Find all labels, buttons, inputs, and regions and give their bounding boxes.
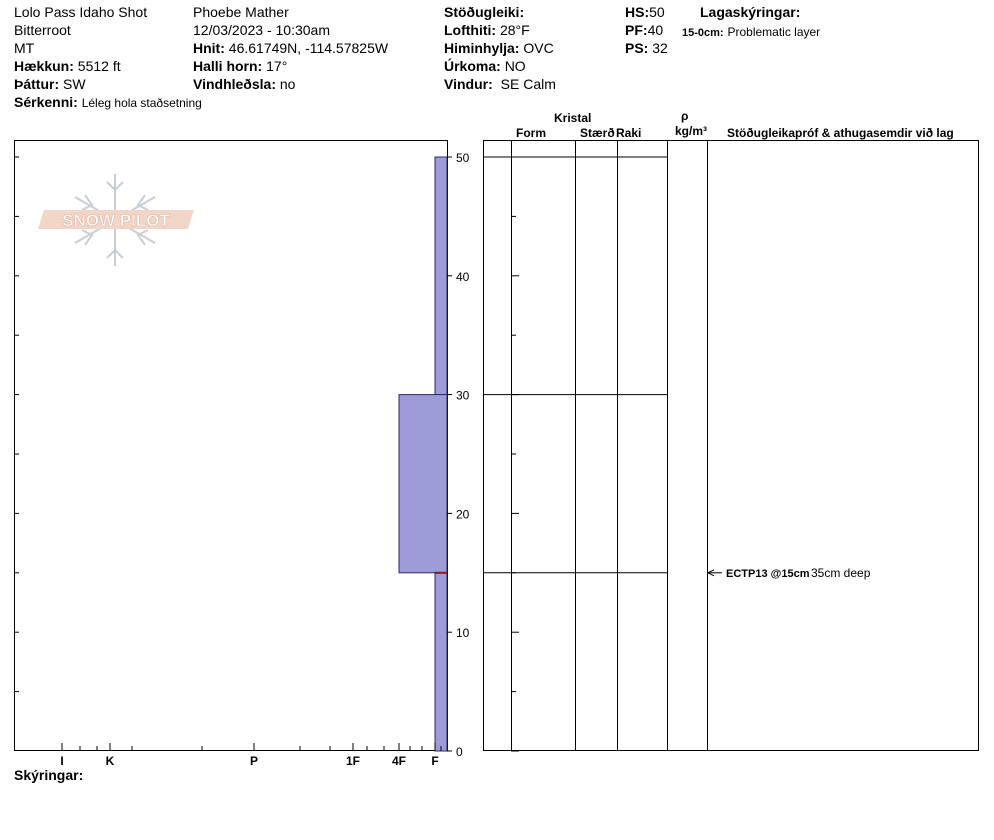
layer-note-text: Problematic layer (727, 25, 821, 39)
hardness-layers (399, 157, 447, 751)
rho-header: ρ (681, 109, 689, 123)
range-name: Bitterroot (14, 22, 71, 38)
slope-label: Halli horn: (193, 58, 263, 74)
coordinates-value: 46.61749N, -114.57825W (228, 40, 389, 56)
hardness-plot-frame (15, 141, 448, 751)
observation-datetime: 12/03/2023 - 10:30am (193, 22, 330, 38)
depth-tick-label: 20 (456, 507, 470, 522)
feature-value: Léleg hola staðsetning (81, 96, 202, 110)
layer-note-range: 15-0cm: (682, 27, 724, 39)
comments-label: Skýringar: (14, 767, 84, 783)
sky-label: Himinhylja: (444, 40, 520, 56)
crystal-header: Kristal (554, 111, 592, 125)
hardness-layer-bar (435, 157, 447, 395)
pf-label: PF: (625, 22, 648, 38)
depth-tick-label: 0 (456, 745, 463, 759)
feature-label: Sérkenni: (14, 94, 78, 110)
aspect-label: Þáttur: (14, 76, 60, 92)
air-temp-value: 28°F (499, 22, 530, 38)
hs-label: HS: (625, 4, 650, 20)
depth-tick-label: 50 (456, 151, 470, 165)
stability-label: Stöðugleiki: (444, 4, 525, 20)
density-unit-header: kg/m³ (675, 124, 708, 138)
aspect-value: SW (63, 76, 86, 92)
air-temp-label: Lofthiti: (444, 22, 497, 38)
precip-label: Úrkoma: (444, 58, 501, 74)
tests-header: Stöðugleikapróf & athugasemdir við lag (727, 126, 954, 140)
moisture-header: Raki (616, 126, 642, 140)
hardness-tick-label: F (431, 754, 439, 768)
depth-tick-label: 10 (456, 626, 470, 641)
sky-value: OVC (523, 40, 554, 56)
hardness-tick-label: K (105, 754, 115, 768)
observer-name: Phoebe Mather (193, 4, 289, 20)
layer-table-ticks (511, 157, 519, 751)
form-header: Form (516, 126, 546, 140)
hardness-tick-label: I (60, 754, 64, 768)
wind-loading-label: Vindhleðsla: (193, 76, 276, 92)
ps-label: PS: (625, 40, 649, 56)
test-result-note: 35cm deep (811, 565, 871, 580)
pf-value: 40 (647, 22, 664, 38)
state-name: MT (14, 40, 35, 56)
slope-value: 17° (266, 58, 288, 74)
snowpilot-logo (38, 174, 194, 266)
coordinates-label: Hnit: (193, 40, 225, 56)
hardness-tick-label: 1F (345, 754, 361, 768)
depth-tick-label: 30 (456, 388, 470, 403)
test-result-code: ECTP13 @15cm (726, 567, 810, 580)
hardness-layer-bar (399, 395, 447, 573)
depth-axis (447, 151, 470, 759)
ps-value: 32 (652, 40, 668, 56)
layer-table-frame (484, 141, 979, 751)
wind-label: Vindur: (444, 76, 493, 92)
hardness-axis (60, 743, 441, 768)
wind-value: SE Calm (500, 76, 556, 92)
hs-value: 50 (649, 4, 665, 20)
logo-text: SNOW PILOT (62, 211, 170, 230)
stability-test-annotation (708, 566, 871, 580)
hardness-tick-label: 4F (391, 754, 407, 768)
precip-value: NO (504, 58, 526, 74)
elevation-value: 5512 ft (77, 58, 121, 74)
layer-notes-label: Lagaskýringar: (700, 4, 801, 20)
size-header: Stærð (580, 126, 615, 140)
location-name: Lolo Pass Idaho Shot (14, 4, 148, 20)
hardness-tick-label: P (249, 754, 259, 768)
hardness-layer-bar (435, 573, 447, 751)
layer-table (484, 140, 979, 751)
wind-loading-value: no (279, 76, 296, 92)
elevation-label: Hækkun: (14, 58, 74, 74)
depth-tick-label: 40 (456, 269, 470, 284)
